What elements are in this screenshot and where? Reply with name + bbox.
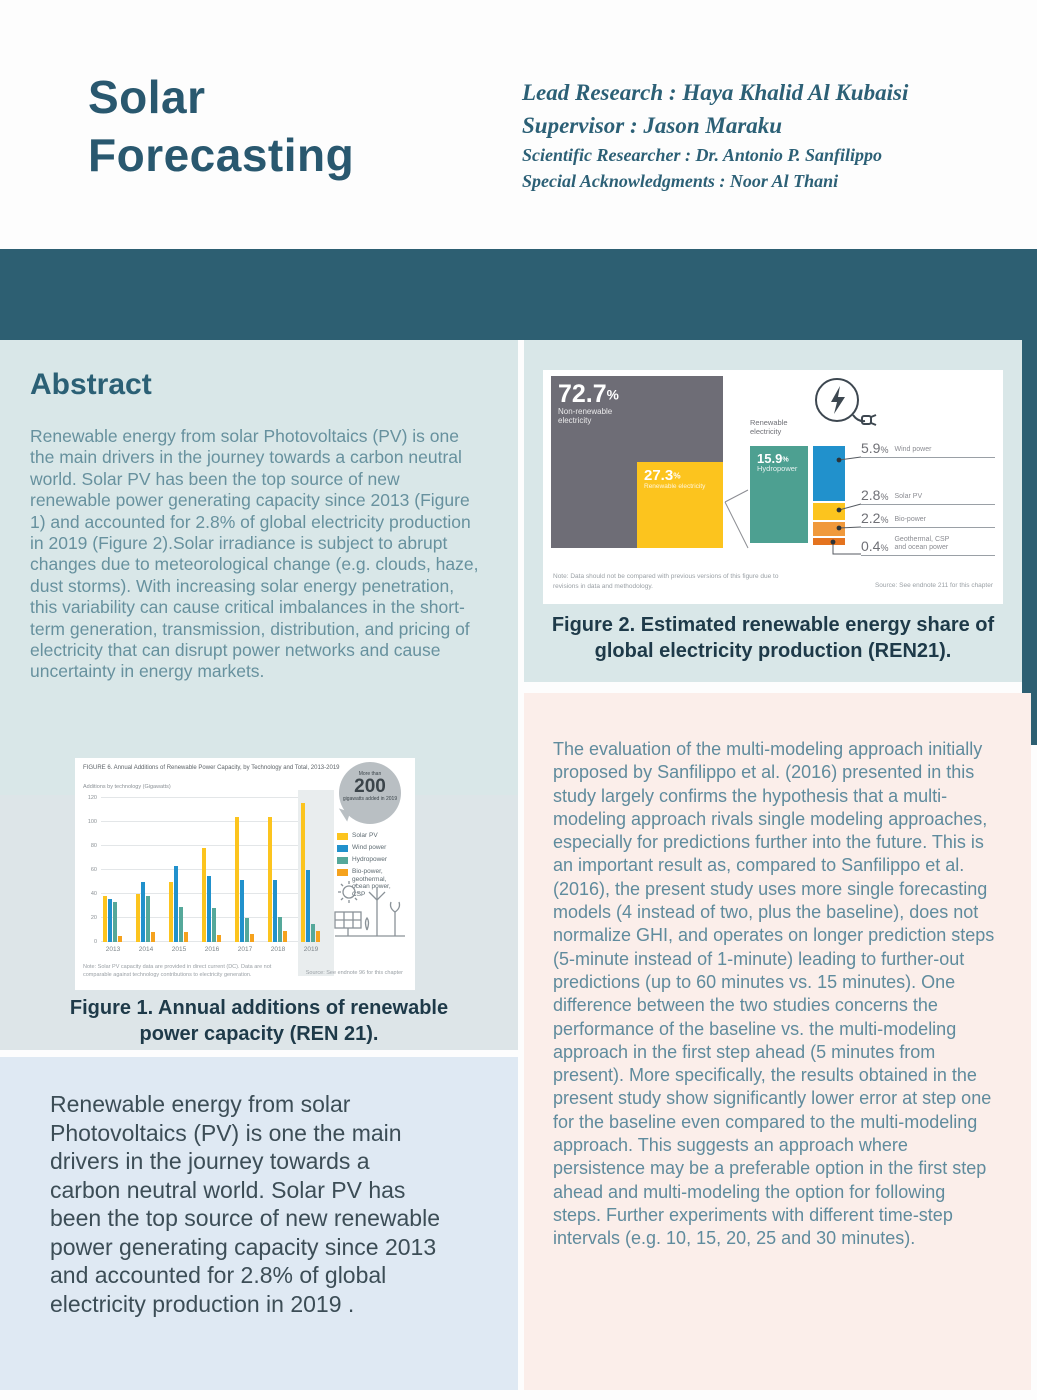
- legend-swatch: [337, 869, 348, 876]
- bar-wind-power: [174, 866, 178, 942]
- bar-bio-power-geothermal-ocean-power-csp: [250, 934, 254, 942]
- y-tick-label: 60: [90, 867, 97, 873]
- page-title-line2: Forecasting: [88, 129, 355, 181]
- bar-group-2015: [169, 866, 188, 942]
- accent-strip: [1022, 249, 1037, 745]
- bar-hydropower: [245, 918, 249, 942]
- legend-swatch: [337, 845, 348, 852]
- y-tick-label: 0: [93, 939, 97, 945]
- credit-line: Supervisor : Jason Maraku: [522, 113, 783, 138]
- breakdown-row: 5.9% Wind power: [861, 430, 995, 458]
- breakdown-row: 2.2% Bio-power: [861, 506, 995, 528]
- legend-item: [337, 844, 404, 852]
- figure2-source: Source: See endnote 211 for this chapter: [874, 582, 993, 589]
- abstract-heading: Abstract: [30, 368, 152, 401]
- bar-solar-pv: [103, 896, 107, 942]
- legend-label: Solar PV: [352, 832, 378, 839]
- bar-hydropower: [146, 896, 150, 942]
- discussion-body: The evaluation of the multi-modeling approach initially proposed by Sanfilippo et al. (2016) presented in this study largely confirms the hypothesis that a multi-modeling approach rivals single modeling approaches, especially for predictions further into the future. This is an important result as, compared to Sanfilippo et al. (2016), the present study uses more single forecasting models (4 instead of two, plus the baseline), does not normalize GHI, and operates on longer prediction steps (5-minute instead of 1-minute) leading to further-out predictions (up to 60 minutes vs. 15 minutes). One difference between the two studies concerns the performance of the baseline vs. the multi-modeling approach in the first step ahead (5 minutes from present). More specifically, the results obtained in the present study show significantly lower error at step one for the baseline even compared to the multi-modeling approach. This suggests an approach where persistence may be a preferable option in the first step ahead and multi-modeling the option for following steps. Further experiments with different time-step intervals (e.g. 10, 15, 20, 25 and 30 minutes).: [553, 739, 995, 1249]
- x-tick-label: 2014: [138, 946, 154, 953]
- figure1-chart-title: FIGURE 6. Annual Additions of Renewable Power Capacity, by Technology and Total, 2013-2019: [83, 765, 340, 771]
- bubble-line1: More than: [358, 771, 382, 777]
- y-tick-label: 100: [87, 819, 97, 825]
- bar-bio-power-geothermal-ocean-power-csp: [316, 931, 320, 942]
- bar-hydropower: [179, 907, 183, 942]
- credit-line: Lead Research : Haya Khalid Al Kubaisi: [522, 80, 909, 105]
- share-box-hydropower: 15.9% Hydropower: [750, 446, 808, 543]
- x-tick-label: 2013: [105, 946, 121, 953]
- bar-solar-pv: [235, 817, 239, 942]
- breakdown-row: 0.4% Geothermal, CSP and ocean power: [861, 526, 995, 556]
- x-tick-label: 2017: [237, 946, 253, 953]
- credit-line: Special Acknowledgments : Noor Al Thani: [522, 171, 839, 191]
- share-box-wind-power: [813, 446, 845, 501]
- figure1-card: [75, 758, 415, 990]
- figure1-caption: Figure 1. Annual additions of renewable power capacity (REN 21).: [69, 997, 449, 1045]
- figure1-bar-plot: [87, 795, 333, 953]
- share-box-non-renewable-electricity: 72.7% Non-renewable electricity: [551, 376, 723, 548]
- breakdown-row: 2.8% Solar PV: [861, 481, 995, 505]
- bar-group-2017: [235, 817, 254, 942]
- x-tick-label: 2015: [171, 946, 187, 953]
- bar-hydropower: [212, 908, 216, 942]
- bubble-line2: 200: [354, 776, 386, 797]
- bar-solar-pv: [169, 882, 173, 942]
- bar-bio-power-geothermal-ocean-power-csp: [118, 936, 122, 942]
- legend-swatch: [337, 833, 348, 840]
- bar-solar-pv: [301, 803, 305, 942]
- y-tick-label: 120: [87, 795, 97, 801]
- figure2-note: Note: Data should not be compared with previous versions of this figure due to revisions in data and methodology.: [553, 573, 779, 590]
- bubble-line3: gigawatts added in 2019: [342, 796, 398, 802]
- bar-bio-power-geothermal-ocean-power-csp: [217, 935, 221, 942]
- y-tick-label: 40: [90, 891, 97, 897]
- bar-solar-pv: [268, 817, 272, 942]
- share-box-renewable-electricity: 27.3% Renewable electricity: [637, 462, 723, 548]
- bar-wind-power: [207, 876, 211, 942]
- page-title: [88, 68, 354, 184]
- bar-wind-power: [306, 870, 310, 942]
- share-box-solar-pv: [813, 503, 845, 520]
- bar-hydropower: [278, 917, 282, 942]
- highlight-quote: Renewable energy from solar Photovoltaics (PV) is one the main drivers in the journey towards a carbon neutral world. Solar PV has been the top source of new renewable power generating capacity since 2013 and accounted for 2.8% of global electricity production in 2019 .: [50, 1091, 440, 1317]
- figure1-side-rail: [333, 758, 409, 990]
- bar-hydropower: [311, 924, 315, 942]
- legend-item: [337, 832, 404, 840]
- bar-solar-pv: [202, 848, 206, 942]
- y-tick-label: 80: [90, 843, 97, 849]
- bar-group-2016: [202, 848, 221, 942]
- teal-band: [0, 249, 1037, 340]
- bar-group-2013: [103, 896, 122, 942]
- x-tick-label: 2019: [303, 946, 319, 953]
- bar-bio-power-geothermal-ocean-power-csp: [151, 932, 155, 942]
- share-box-bio-power: [813, 522, 845, 536]
- legend-label: Wind power: [352, 844, 387, 851]
- bar-hydropower: [113, 902, 117, 942]
- bar-bio-power-geothermal-ocean-power-csp: [184, 932, 188, 942]
- renewables-icons: [333, 878, 407, 944]
- page-title-line1: Solar: [88, 71, 206, 123]
- x-tick-label: 2016: [204, 946, 220, 953]
- credit-line: Scientific Researcher : Dr. Antonio P. Sanfilippo: [522, 145, 883, 165]
- bar-group-2019: [301, 803, 320, 942]
- figure1-axis-label: Additions by technology (Gigawatts): [83, 784, 171, 790]
- credits-block: [522, 76, 992, 194]
- figure2-caption: Figure 2. Estimated renewable energy share of global electricity production (REN21).: [551, 614, 995, 662]
- bar-wind-power: [273, 880, 277, 942]
- figure1-note: Note: Solar PV capacity data are provided in direct current (DC). Data are not comparable against technology contributions to electricity generation.: [83, 964, 272, 979]
- electricity-plug-icon: [807, 374, 877, 432]
- bar-solar-pv: [136, 894, 140, 942]
- renewable-electricity-column-label: Renewable electricity: [750, 418, 788, 436]
- figure2-card: [543, 370, 1003, 604]
- y-tick-label: 20: [90, 915, 97, 921]
- bar-group-2014: [136, 882, 155, 942]
- figure1-source: Source: See endnote 96 for this chapter: [305, 970, 403, 976]
- bar-bio-power-geothermal-ocean-power-csp: [283, 931, 287, 942]
- bar-wind-power: [141, 882, 145, 942]
- legend-swatch: [337, 857, 348, 864]
- bar-wind-power: [108, 899, 112, 942]
- legend-item: [337, 856, 404, 864]
- x-tick-label: 2018: [270, 946, 286, 953]
- abstract-body: Renewable energy from solar Photovoltaics (PV) is one the main drivers in the journey towards a carbon neutral world. Solar PV has been the top source of new renewable power generating capacity since 2013 (Figure 1) and accounted for 2.8% of global electricity production in 2019 (Figure 2).Solar irradiance is subject to abrupt changes due to meteorological change (e.g. clouds, haze, dust storms). With increasing solar energy penetration, this variability can cause critical imbalances in the short-term generation, transmission, distribution, and pricing of electricity that can disrupt power networks and cause uncertainty in energy markets.: [30, 426, 479, 682]
- legend-label: Bio-power, geothermal, ocean power, CSP: [352, 868, 391, 898]
- legend-label: Hydropower: [352, 856, 388, 863]
- share-box-geothermal-csp-and-ocean-power: [813, 538, 845, 545]
- bar-wind-power: [240, 880, 244, 942]
- bar-group-2018: [268, 817, 287, 942]
